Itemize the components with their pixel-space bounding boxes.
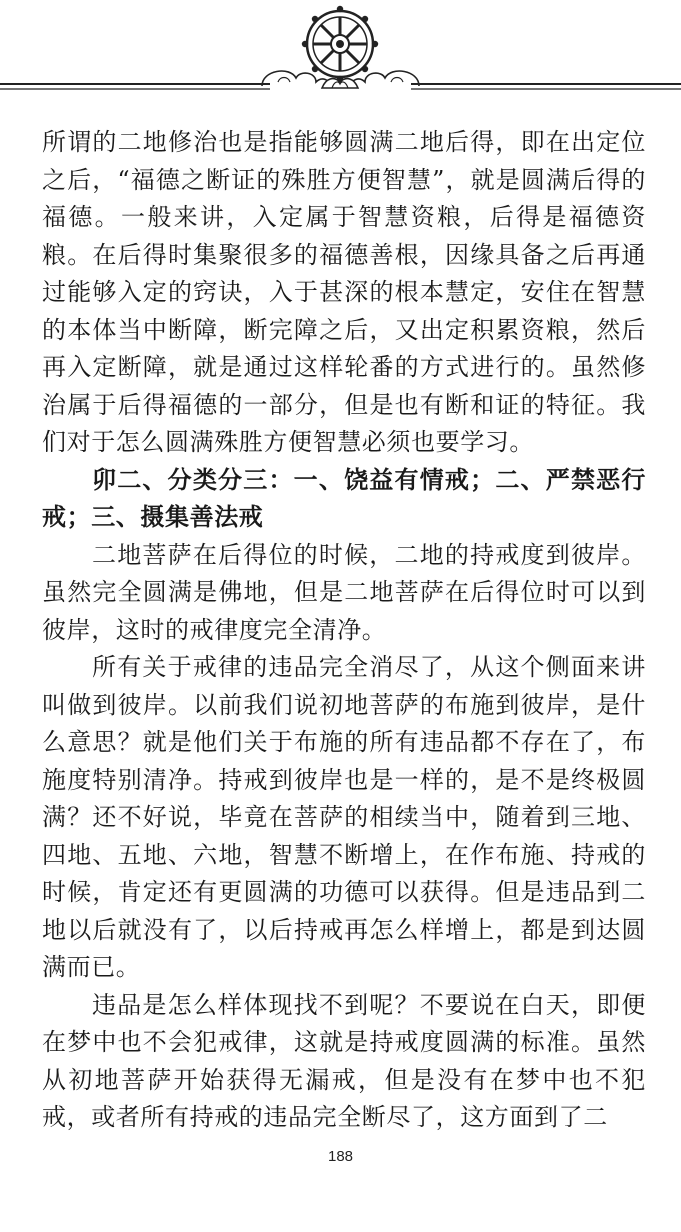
paragraph: 所有关于戒律的违品完全消尽了，从这个侧面来讲叫做到彼岸。以前我们说初地菩萨的布施到彼岸，是什么意思？就是他们关于布施的所有违品都不存在了，布施度特别清净。持戒到彼岸也是一样的，是不是终极圆满？还不好说，毕竟在菩萨的相续当中，随着到三地、四地、五地、六地，智慧不断增上，在作布施、持戒的时候，肯定还有更圆满的功德可以获得。但是违品到二地以后就没有了，以后持戒再怎么样增上，都是到达圆满而已。 [42, 653, 646, 981]
paragraph: 所谓的二地修治也是指能够圆满二地后得，即在出定位之后，“福德之断证的殊胜方便智慧”，就是圆满后得的福德。一般来讲，入定属于智慧资粮，后得是福德资粮。在后得时集聚很多的福德善根，因缘具备之后再通过能够入定的窍诀，入于甚深的根本慧定，安住在智慧的本体当中断障，断完障之后，又出定积累资粮，然后再入定断障，就是通过这样轮番的方式进行的。虽然修治属于后得福德的一部分，但是也有断和证的特征。我们对于怎么圆满殊胜方便智慧必须也要学习。 [42, 128, 646, 456]
dharma-wheel-icon [0, 0, 681, 110]
page-body [42, 124, 646, 1137]
paragraph: 二地菩萨在后得位的时候，二地的持戒度到彼岸。虽然完全圆满是佛地，但是二地菩萨在后得位时可以到彼岸，这时的戒律度完全清净。 [42, 540, 646, 644]
page-number: 188 [327, 1148, 354, 1165]
section-heading: 卯二、分类分三：一、饶益有情戒；二、严禁恶行戒；三、摄集善法戒 [42, 465, 646, 531]
paragraph: 违品是怎么样体现找不到呢？不要说在白天，即便在梦中也不会犯戒律，这就是持戒度圆满的标准。虽然从初地菩萨开始获得无漏戒，但是没有在梦中也不犯戒，或者所有持戒的违品完全断尽了，这方面到了二 [42, 990, 646, 1131]
page-header-ornament [0, 0, 681, 110]
